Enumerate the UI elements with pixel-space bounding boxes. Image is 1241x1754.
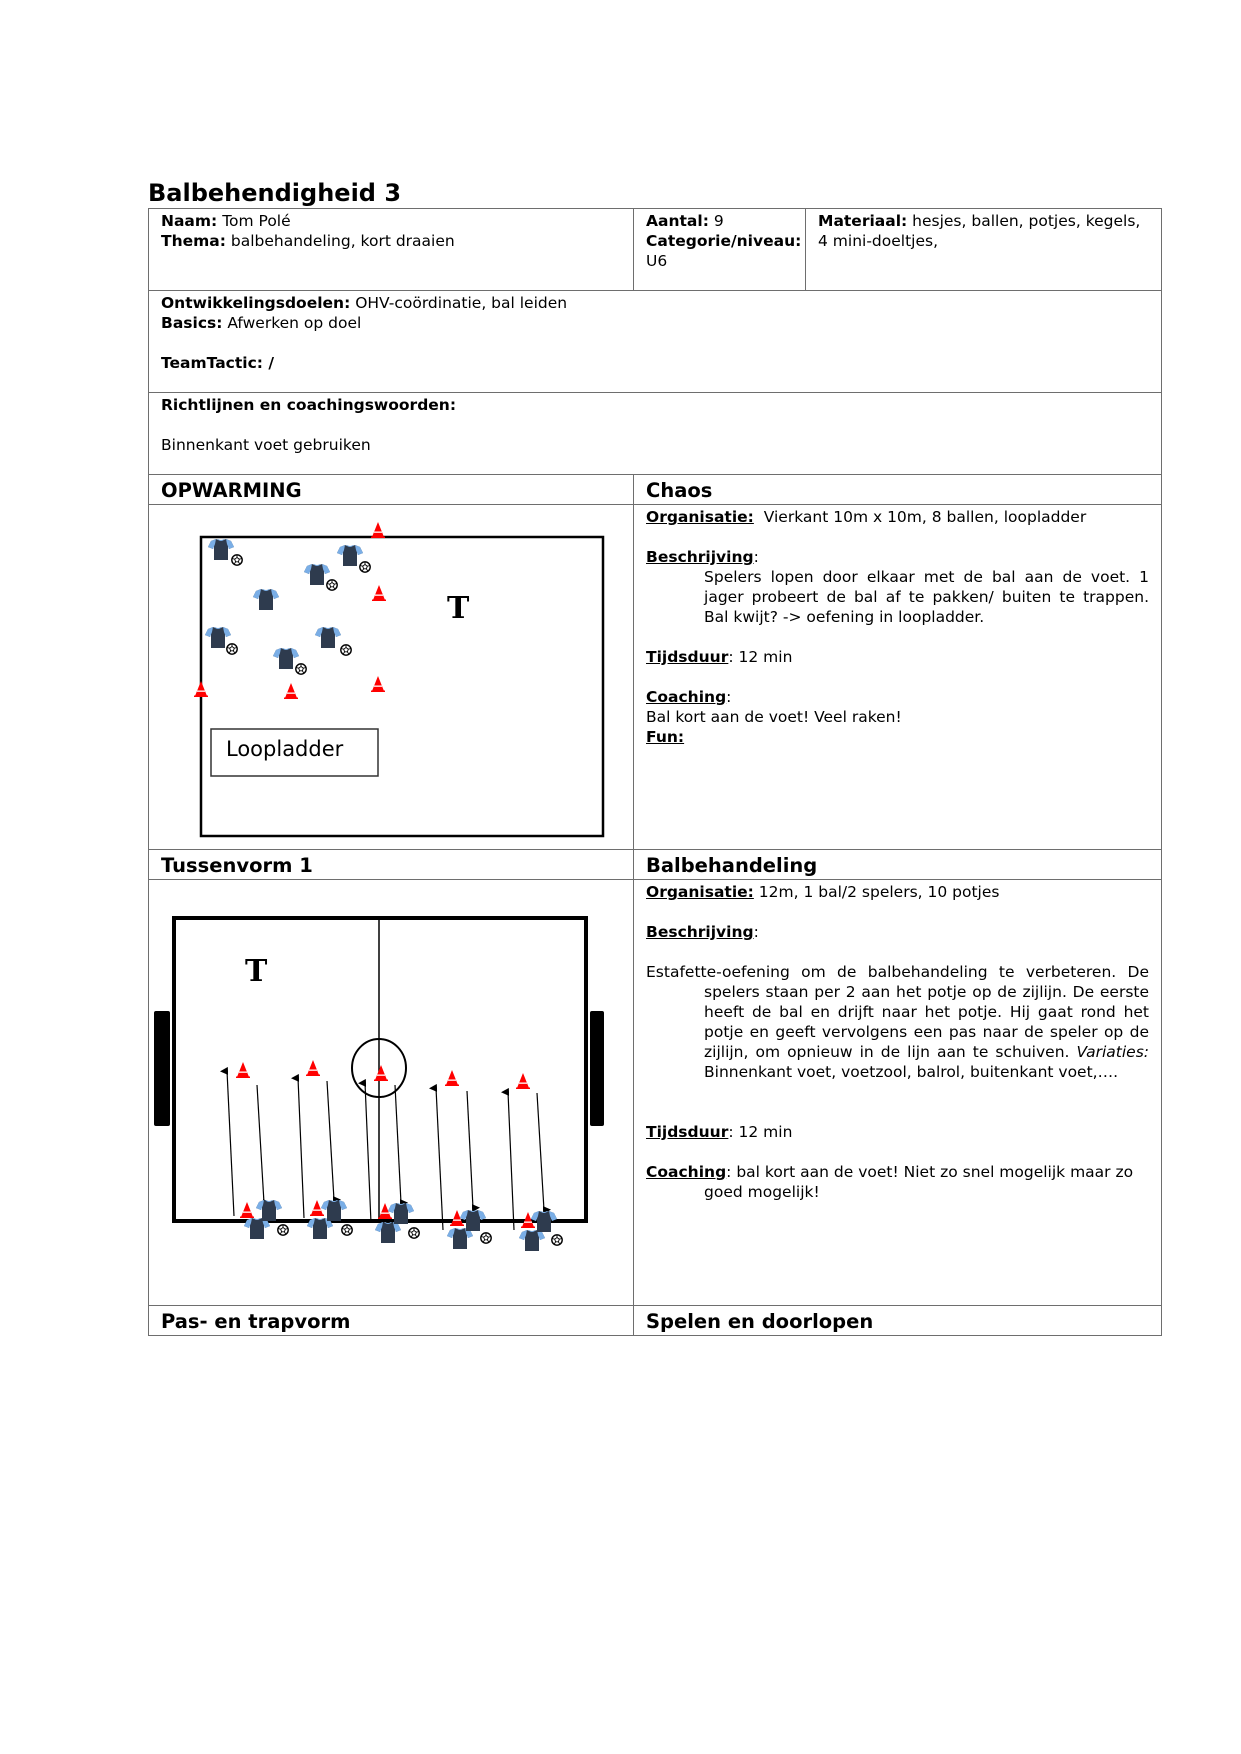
section-header-row <box>149 850 1162 880</box>
trainer-marker: T <box>447 591 470 626</box>
coaching-value: bal kort aan de voet! Niet zo snel mogelijk maar zo goed mogelijk! <box>704 1163 1134 1201</box>
section-right-header: Balbehandeling <box>634 850 1162 880</box>
player-shirt-icon <box>531 1209 557 1233</box>
section-right-header: Spelen en doorlopen <box>634 1306 1162 1336</box>
ontwikkelingsdoelen-label: Ontwikkelingsdoelen: <box>161 294 351 312</box>
cone-icon <box>284 683 298 699</box>
player-shirt-icon <box>460 1208 486 1232</box>
categorie-label: Categorie/niveau: <box>646 232 802 250</box>
cone-icon <box>372 585 386 601</box>
goals-cell <box>149 291 1162 393</box>
cone-icon <box>371 522 385 538</box>
variaties-label: Variaties: <box>1076 1043 1149 1061</box>
beschrijving-text: Estafette-oefening om de balbehandeling te verbeteren. De spelers staan per 2 aan het potje op de zijlijn. De eerste heeft de bal en drijft naar het potje. Hij gaat rond het potje en geeft vervolgens een pas naar de speler op de zijlijn, om opnieuw in de lijn aan te schuiven. <box>646 963 1150 1061</box>
organisatie-value: 12m, 1 bal/2 spelers, 10 potjes <box>758 883 1000 901</box>
ball-icon <box>480 1232 492 1244</box>
teamtactic-label: TeamTactic: / <box>161 354 275 372</box>
ball-icon <box>551 1234 563 1246</box>
page-title: Balbehendigheid 3 <box>148 179 402 207</box>
section-body-row <box>149 505 1162 850</box>
materiaal-cell <box>806 209 1162 291</box>
tijdsduur-label: Tijdsduur <box>646 648 729 666</box>
guidelines-value: Binnenkant voet gebruiken <box>161 436 371 454</box>
ball-icon <box>226 643 238 655</box>
player-shirt-icon <box>256 1198 282 1222</box>
goals-row <box>149 291 1162 393</box>
thema-label: Thema: <box>161 232 226 250</box>
ontwikkelingsdoelen-value: OHV-coördinatie, bal leiden <box>355 294 568 312</box>
beschrijving-value <box>646 962 1149 1082</box>
section-header-row <box>149 1306 1162 1336</box>
section-left-header: OPWARMING <box>149 475 634 505</box>
tijdsduur-value: 12 min <box>738 648 793 666</box>
thema-value: balbehandeling, kort draaien <box>230 232 455 250</box>
training-sheet-table <box>148 208 1162 1336</box>
materiaal-label: Materiaal: <box>818 212 908 230</box>
organisatie-label: Organisatie: <box>646 508 754 526</box>
player-shirt-icon <box>315 625 341 649</box>
cone-icon <box>445 1070 459 1086</box>
fun-label: Fun: <box>646 728 685 746</box>
cone-icon <box>516 1073 530 1089</box>
materiaal-value: hesjes, ballen, potjes, kegels, 4 mini-doeltjes, <box>818 212 1141 250</box>
balbehandeling-description-cell: Organisatie: 12m, 1 bal/2 spelers, 10 potjes Beschrijving: Estafette-oefening om de balbehandeling te verbeteren. De spelers staan per 2 aan het potje op de zijlijn. De eerste heeft de bal en drijft naar het potje. Hij gaat rond het potje en geeft vervolgens een pas naar de speler op de zijlijn, om opnieuw in de lijn aan te schuiven. Variaties: Binnenkant voet, voetzool, balrol, buitenkant voet,…. Tijdsduur: 12 min Coaching: bal kort aan de voet! Niet zo snel mogelijk maar zo goed mogelijk! <box>634 880 1162 1306</box>
basics-value: Afwerken op doel <box>227 314 362 332</box>
guidelines-row <box>149 393 1162 475</box>
cone-icon <box>236 1062 250 1078</box>
coaching-line: Coaching: bal kort aan de voet! Niet zo snel mogelijk maar zo goed mogelijk! <box>646 1163 1134 1201</box>
ball-icon <box>408 1227 420 1239</box>
tijdsduur-label: Tijdsduur <box>646 1123 729 1141</box>
section-body-row <box>149 880 1162 1306</box>
cone-icon <box>374 1065 388 1081</box>
ball-icon <box>340 644 352 656</box>
categorie-value: U6 <box>646 252 668 270</box>
ball-icon <box>231 554 243 566</box>
player-shirt-icon <box>253 587 279 611</box>
ball-icon <box>359 561 371 573</box>
guidelines-cell <box>149 393 1162 475</box>
coaching-value: Bal kort aan de voet! Veel raken! <box>646 708 902 726</box>
trainer-marker: T <box>245 954 268 989</box>
cone-icon <box>194 681 208 697</box>
organisatie-value: Vierkant 10m x 10m, 8 ballen, loopladder <box>763 508 1087 526</box>
player-shirt-icon <box>388 1201 414 1225</box>
info-row <box>149 209 1162 291</box>
chaos-field-diagram <box>149 505 633 849</box>
cone-icon <box>306 1060 320 1076</box>
organisatie-label: Organisatie: <box>646 883 754 901</box>
ball-icon <box>326 579 338 591</box>
beschrijving-value: Spelers lopen door elkaar met de bal aan de voet. 1 jager probeert de bal af te pakken/ buiten te trappen. Bal kwijt? -> oefening in loopladder. <box>704 568 1150 626</box>
naam-thema-cell <box>149 209 634 291</box>
opwarming-diagram-cell <box>149 505 634 850</box>
section-right-header: Chaos <box>634 475 1162 505</box>
player-shirt-icon <box>321 1198 347 1222</box>
coaching-label: Coaching <box>646 688 727 706</box>
basics-label: Basics: <box>161 314 223 332</box>
aantal-value: 9 <box>713 212 724 230</box>
loopladder-label: Loopladder <box>226 737 344 761</box>
beschrijving-label: Beschrijving <box>646 923 754 941</box>
beschrijving-label: Beschrijving <box>646 548 754 566</box>
section-header-row <box>149 475 1162 505</box>
cone-icon <box>371 676 385 692</box>
tijdsduur-value: 12 min <box>738 1123 793 1141</box>
variaties-value: Binnenkant voet, voetzool, balrol, buitenkant voet,…. <box>704 1063 1119 1081</box>
ball-icon <box>277 1224 289 1236</box>
guidelines-label: Richtlijnen en coachingswoorden: <box>161 396 457 414</box>
naam-value: Tom Polé <box>222 212 291 230</box>
ball-icon <box>341 1224 353 1236</box>
aantal-label: Aantal: <box>646 212 709 230</box>
aantal-categorie-cell <box>634 209 806 291</box>
relay-pitch-diagram <box>149 880 633 1305</box>
section-left-header: Pas- en trapvorm <box>149 1306 634 1336</box>
chaos-description-cell: Organisatie: Vierkant 10m x 10m, 8 ballen, loopladder Beschrijving: Spelers lopen door elkaar met de bal aan de voet. 1 jager probeert de bal af te pakken/ buiten te trappen. Bal kwijt? -> oefening in loopladder. Tijdsduur: 12 min Coaching: Bal kort aan de voet! Veel raken! Fun: <box>634 505 1162 850</box>
naam-label: Naam: <box>161 212 218 230</box>
ball-icon <box>295 663 307 675</box>
section-left-header: Tussenvorm 1 <box>149 850 634 880</box>
coaching-label: Coaching <box>646 1163 727 1181</box>
tussenvorm-diagram-cell <box>149 880 634 1306</box>
